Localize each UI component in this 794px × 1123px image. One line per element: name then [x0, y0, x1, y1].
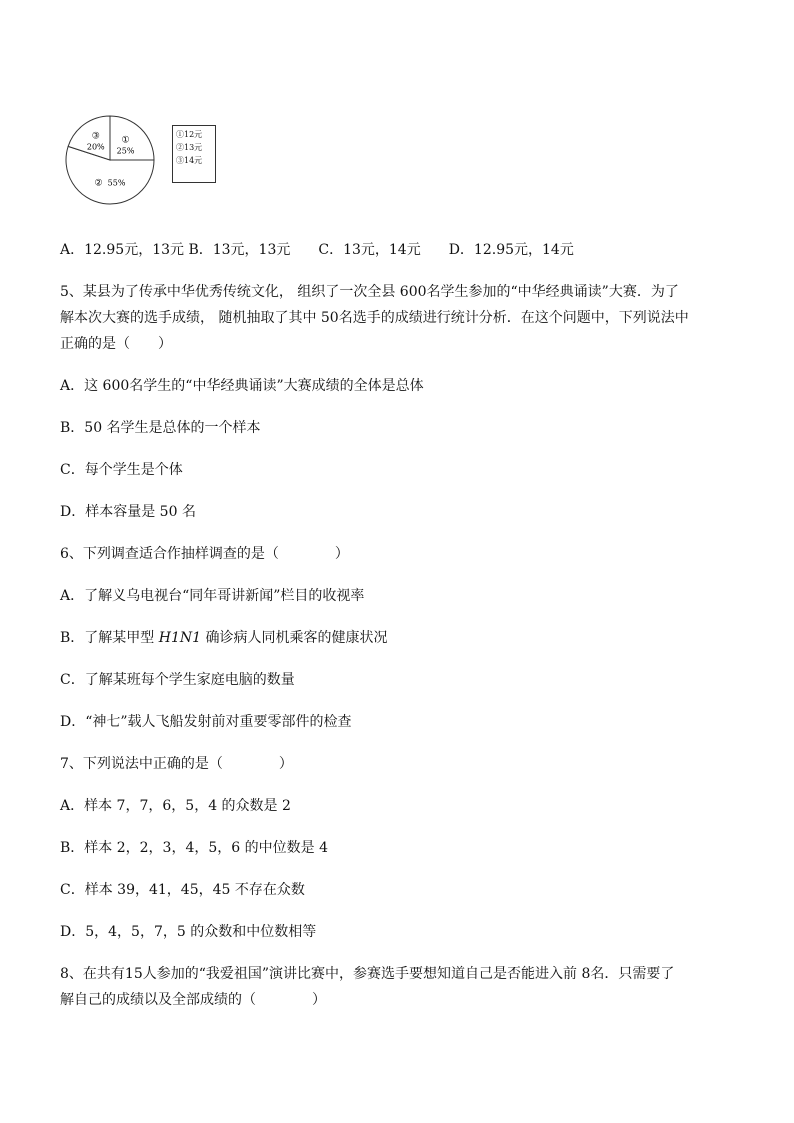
pie-slice-label-1: ①: [121, 135, 130, 146]
q5-stem-line1: 5、某县为了传承中华优秀传统文化， 组织了一次全县 600名学生参加的“中华经典诵读”大赛．为了: [60, 284, 679, 300]
legend-item-2: ②13元: [176, 143, 203, 152]
pie-slice-value-3: 20%: [86, 142, 105, 152]
q7-option-c: C．样本 39，41，45，45 不存在众数: [60, 882, 305, 898]
pie-slice-label-2: ②: [94, 178, 103, 189]
q6-stem: 6、下列调查适合作抽样调查的是（ ）: [60, 546, 349, 562]
q7-option-a: A．样本 7，7，6，5，4 的众数是 2: [60, 798, 291, 814]
q5-stem-line3: 正确的是（ ）: [60, 336, 172, 352]
legend-item-1: ①12元: [176, 130, 203, 139]
q6-option-a: A．了解义乌电视台“同年哥讲新闻”栏目的收视率: [60, 588, 365, 604]
q8-stem-line1: 8、在共有15人参加的“我爱祖国”演讲比赛中，参赛选手要想知道自己是否能进入前 8名．只需要了: [60, 966, 675, 982]
q6-option-c: C．了解某班每个学生家庭电脑的数量: [60, 672, 295, 688]
q6-option-b-variable: H1N1: [158, 630, 202, 646]
q5-option-d: D．样本容量是 50 名: [60, 504, 196, 520]
pie-slice-label-3: ③: [91, 131, 100, 142]
q5-stem-line2: 解本次大赛的选手成绩， 随机抽取了其中 50名选手的成绩进行统计分析．在这个问题中，下列说法中: [60, 310, 689, 326]
q6-option-d: D．“神七”载人飞船发射前对重要零部件的检查: [60, 714, 352, 730]
legend-item-3: ③14元: [176, 156, 203, 165]
q7-option-d: D．5，4，5，7，5 的众数和中位数相等: [60, 924, 317, 940]
q5-option-a: A．这 600名学生的“中华经典诵读”大赛成绩的全体是总体: [60, 378, 424, 394]
q7-stem: 7、下列说法中正确的是（ ）: [60, 756, 293, 772]
q7-option-b: B．样本 2，2，3，4，5，6 的中位数是 4: [60, 840, 328, 856]
pie-slice-value-1: 25%: [116, 146, 135, 156]
q8-stem-line2: 解自己的成绩以及全部成绩的（ ）: [60, 992, 326, 1008]
q5-option-b: B．50 名学生是总体的一个样本: [60, 420, 261, 436]
pie-chart: [62, 112, 158, 208]
q6-option-b-suffix: 确诊病人同机乘客的健康状况: [205, 630, 388, 646]
pie-slice-value-2: 55%: [107, 178, 126, 188]
q6-option-b-prefix: B．了解某甲型: [60, 630, 155, 646]
q5-option-c: C．每个学生是个体: [60, 462, 183, 478]
q4-options: A．12.95元，13元 B．13元，13元 C．13元，14元 D．12.95元，14元: [60, 242, 574, 258]
pie-legend: [172, 125, 216, 183]
q6-option-b: [60, 628, 387, 648]
